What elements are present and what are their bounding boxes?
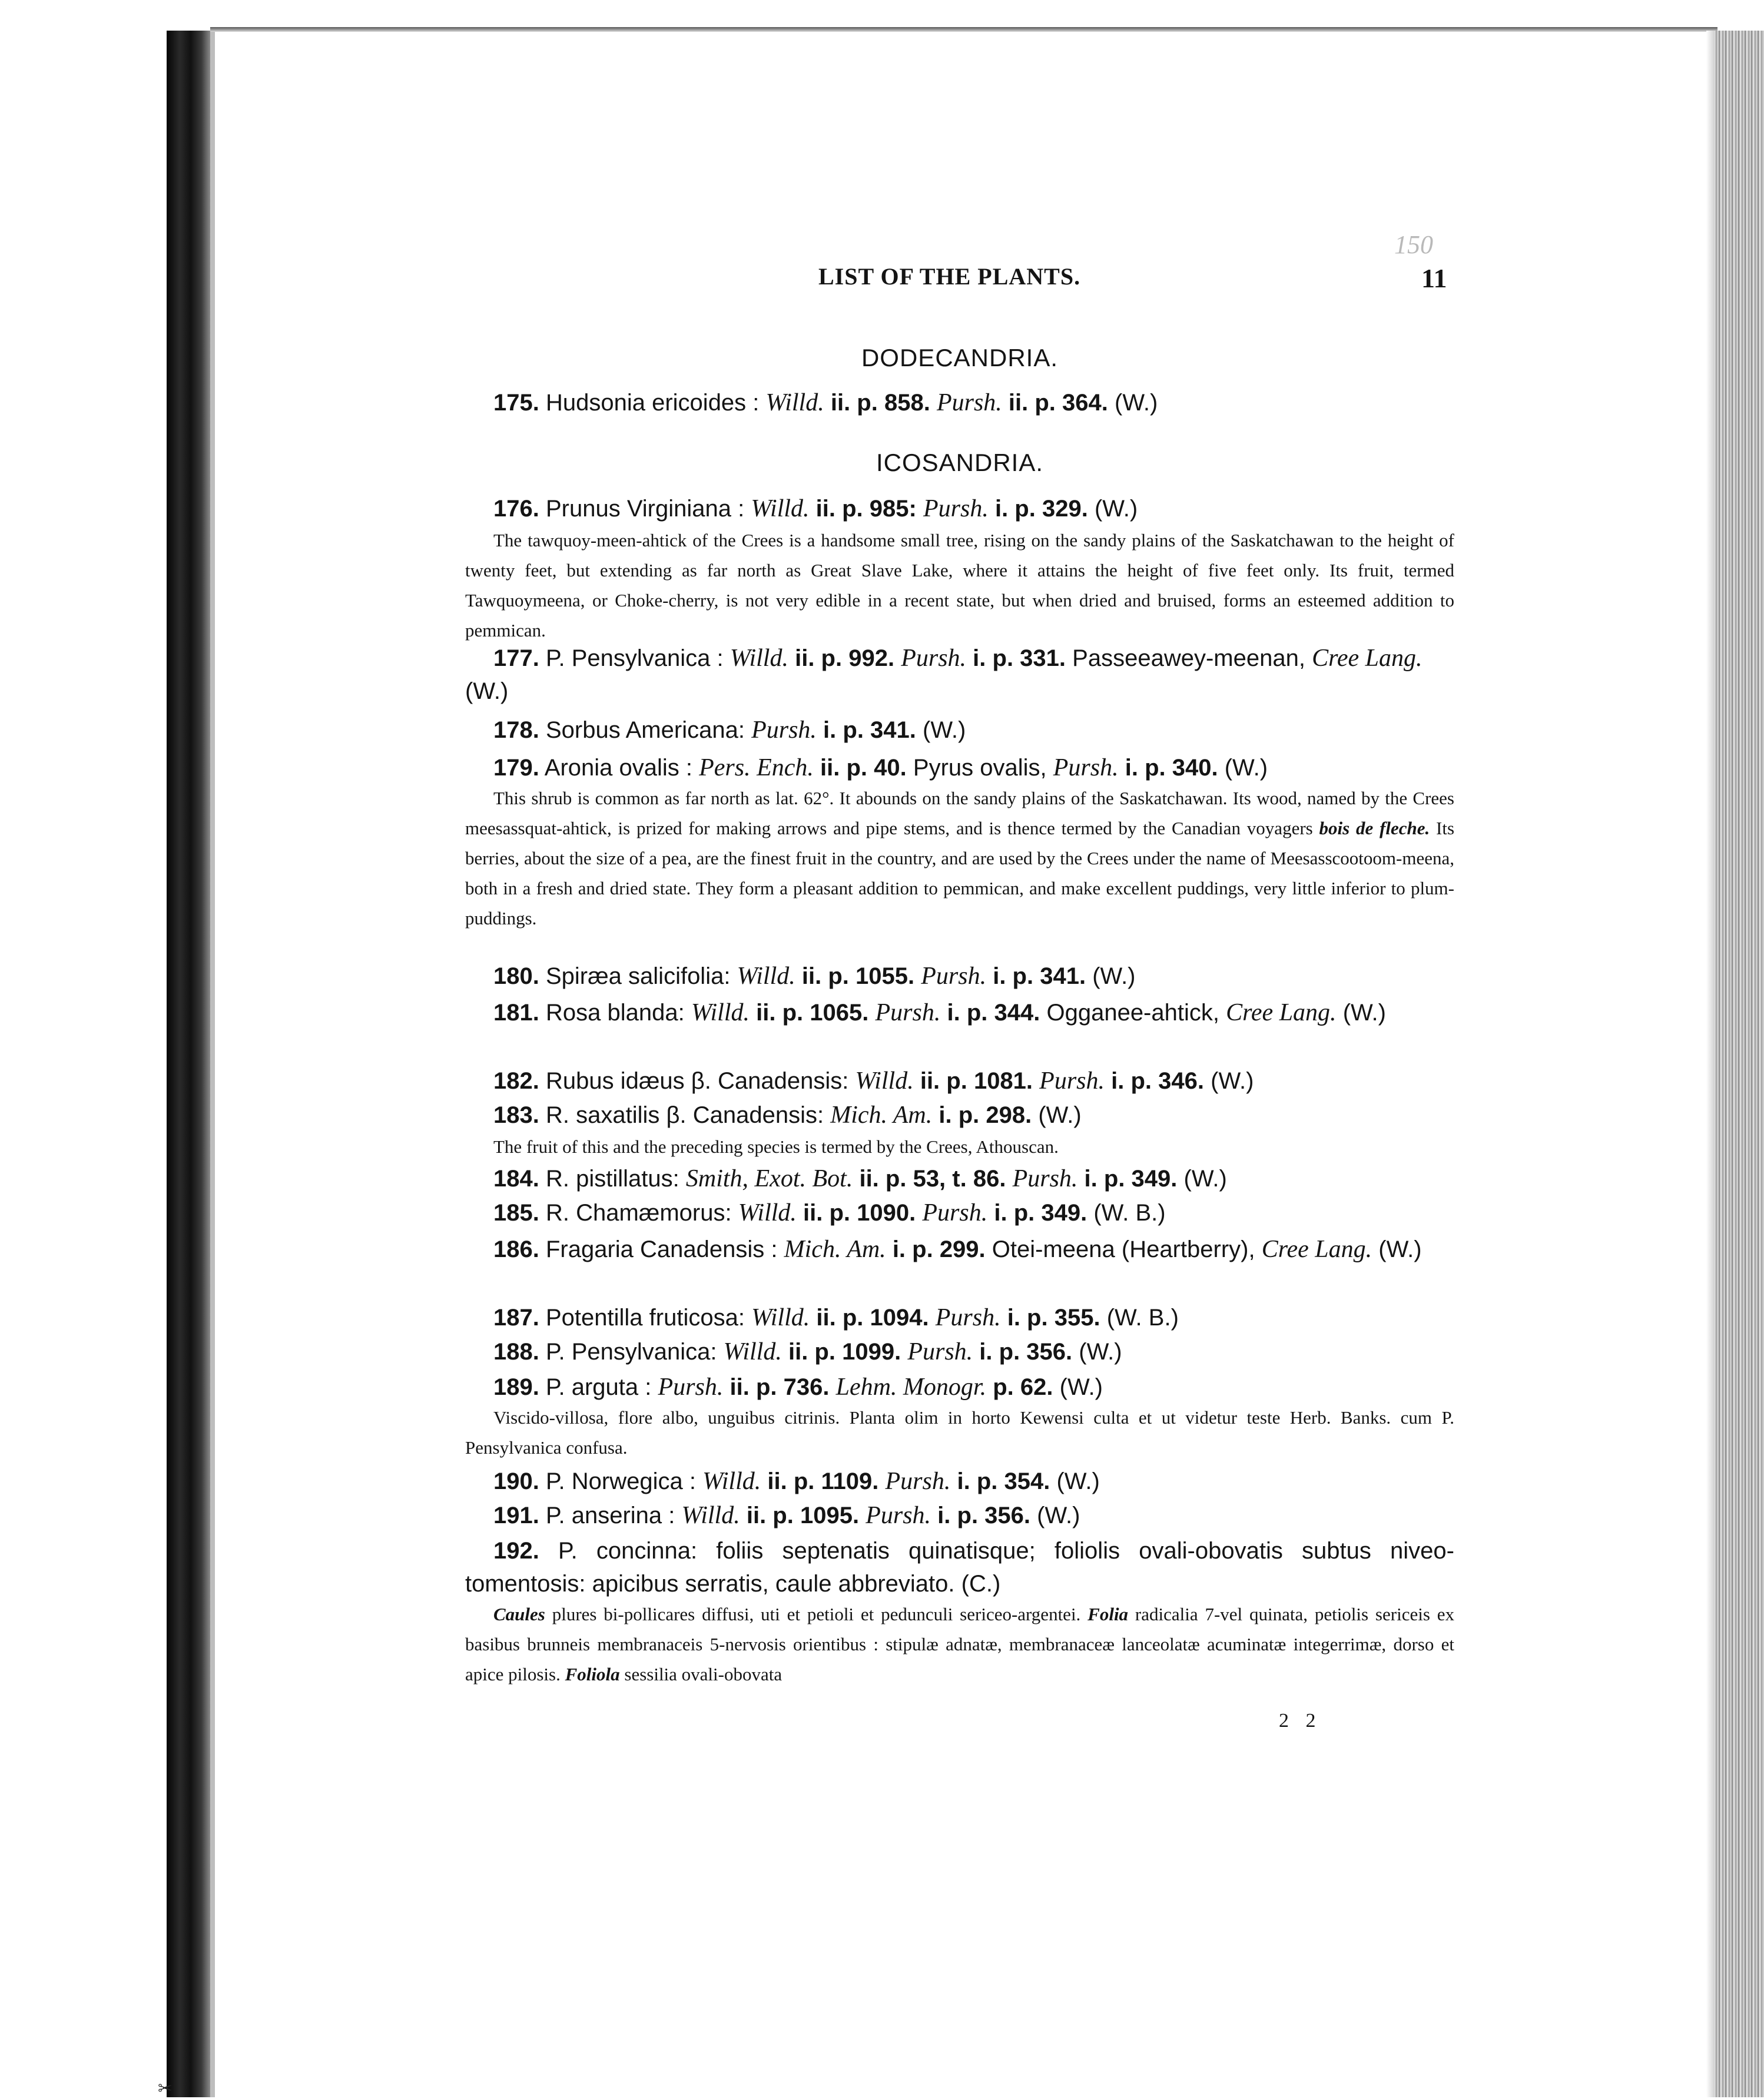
citation-page: i. p. 341. xyxy=(823,717,916,743)
collector: (W.) xyxy=(1037,1503,1080,1528)
citation-author: Willd. xyxy=(738,1199,797,1226)
citation-author: Willd. xyxy=(723,1338,782,1365)
citation-page: i. p. 344. xyxy=(947,1000,1040,1026)
species-name: Prunus Virginiana : xyxy=(545,496,745,522)
language-label: Cree Lang. xyxy=(1226,999,1337,1026)
species-name: Rosa blanda: xyxy=(545,1000,685,1026)
species-name: Aronia ovalis : xyxy=(544,755,692,781)
entry-189 xyxy=(465,1371,1454,1404)
entry-number: 183. xyxy=(493,1102,539,1128)
citation-author: Pursh. xyxy=(1039,1067,1105,1095)
collector: (W.) xyxy=(1115,390,1158,416)
entry-177 xyxy=(465,642,1454,708)
synonym: Pyrus ovalis, xyxy=(913,755,1047,781)
citation-author: Pursh. xyxy=(907,1338,973,1365)
citation-page: ii. p. 1094. xyxy=(816,1305,929,1331)
species-name: Hudsonia ericoides : xyxy=(545,390,760,416)
entry-183 xyxy=(465,1099,1454,1132)
collector: (W.) xyxy=(1059,1374,1103,1400)
citation-page: i. p. 329. xyxy=(994,496,1088,522)
citation-author: Willd. xyxy=(751,495,810,522)
species-name: P. arguta : xyxy=(545,1374,652,1400)
entry-185 xyxy=(465,1196,1454,1229)
collector: (W.) xyxy=(1094,496,1138,522)
citation-author: Willd. xyxy=(691,999,750,1026)
citation-author: Mich. Am. xyxy=(784,1236,886,1263)
page-edge-shade xyxy=(1706,31,1715,2097)
species-name: Potentilla fruticosa: xyxy=(545,1305,745,1331)
note-text: This shrub is common as far north as lat. 62°. It abounds on the sandy plains of the Saskatchawan. Its wood, named by the Crees meesassquat-ahtick, is prized for making arrows and pipe stems, and is thence termed by the Canadian voyagers xyxy=(465,788,1454,838)
entry-175 xyxy=(465,386,1454,419)
entry-number: 184. xyxy=(493,1166,539,1192)
species-name: P. Pensylvanica : xyxy=(545,645,724,671)
citation-page: i. p. 340. xyxy=(1125,755,1218,781)
entry-176 xyxy=(465,492,1454,525)
collector: (W.) xyxy=(1092,963,1136,989)
entry-number: 178. xyxy=(493,717,539,743)
note-term: Folia xyxy=(1087,1604,1129,1624)
collector: (W.) xyxy=(465,678,509,704)
citation-author: Smith, Exot. Bot. xyxy=(685,1165,853,1192)
citation-author: Willd. xyxy=(737,963,795,990)
collector: (W.) xyxy=(1038,1102,1082,1128)
citation-author: Willd. xyxy=(855,1067,914,1095)
entry-number: 179. xyxy=(493,755,539,781)
citation-page: i. p. 346. xyxy=(1111,1068,1205,1094)
citation-author: Willd. xyxy=(730,645,788,672)
entry-number: 191. xyxy=(493,1503,539,1528)
species-name: P. Norwegica : xyxy=(545,1468,696,1494)
note-term: bois de fleche. xyxy=(1319,818,1430,838)
citation-page: ii. p. 364. xyxy=(1008,390,1108,416)
citation-page: i. p. 356. xyxy=(937,1503,1031,1528)
citation-page: ii. p. 992. xyxy=(795,645,895,671)
collector: (W.) xyxy=(1378,1236,1422,1262)
entry-number: 188. xyxy=(493,1339,539,1365)
entry-number: 177. xyxy=(493,645,539,671)
citation-page: p. 62. xyxy=(993,1374,1053,1400)
entry-number: 192. xyxy=(493,1538,539,1564)
entry-number: 180. xyxy=(493,963,539,989)
entry-184 xyxy=(465,1162,1454,1195)
citation-page: i. p. 349. xyxy=(994,1200,1087,1226)
species-name: Sorbus Americana: xyxy=(545,717,745,743)
citation-author: Lehm. Monogr. xyxy=(835,1374,987,1401)
entry-191 xyxy=(465,1499,1454,1532)
species-name: Fragaria Canadensis : xyxy=(545,1236,778,1262)
note-179 xyxy=(465,783,1454,933)
citation-author: Pursh. xyxy=(901,645,967,672)
entry-number: 189. xyxy=(493,1374,539,1400)
entry-number: 181. xyxy=(493,1000,539,1026)
pencil-annotation: 150 xyxy=(1394,230,1433,259)
collector: (W.) xyxy=(923,717,966,743)
citation-page: i. p. 349. xyxy=(1084,1166,1178,1192)
page-top-edge xyxy=(210,27,1717,32)
citation-author: Pers. Ench. xyxy=(699,754,814,781)
citation-page: ii. p. 1081. xyxy=(920,1068,1033,1094)
citation-author: Pursh. xyxy=(885,1468,951,1495)
entry-180 xyxy=(465,960,1454,993)
citation-author: Willd. xyxy=(681,1502,740,1529)
collector: (W.) xyxy=(1079,1339,1122,1365)
citation-author: Pursh. xyxy=(866,1502,931,1529)
signature-mark: 2 2 xyxy=(1279,1710,1322,1732)
species-name: P. concinna: xyxy=(558,1538,698,1564)
gutter-edge xyxy=(210,31,215,2097)
page-number: 11 xyxy=(1421,263,1447,293)
citation-author: Willd. xyxy=(751,1304,810,1331)
species-name: Spiræa salicifolia: xyxy=(545,963,731,989)
entry-number: 190. xyxy=(493,1468,539,1494)
species-name: P. Pensylvanica: xyxy=(545,1339,717,1365)
collector: (W.) xyxy=(1342,1000,1386,1026)
entry-number: 185. xyxy=(493,1200,539,1226)
page-stack-edge xyxy=(1715,31,1764,2097)
entry-182 xyxy=(465,1065,1454,1097)
citation-page: ii. p. 858. xyxy=(830,390,930,416)
citation-page: i. p. 299. xyxy=(892,1236,986,1262)
note-176: The tawquoy-meen-ahtick of the Crees is a handsome small tree, rising on the sandy plains of the Saskatchawan to the height of twenty feet, but extending as far north as Great Slave Lake, where it attains the height of five feet only. Its fruit, termed Tawquoymeena, or Choke-cherry, is not very edible in a recent state, but when dried and bruised, forms an esteemed addition to pemmican. xyxy=(465,530,1454,641)
note-term: Foliola xyxy=(565,1664,620,1684)
entry-188 xyxy=(465,1335,1454,1368)
citation-page: ii. p. 736. xyxy=(730,1374,830,1400)
citation-author: Pursh. xyxy=(1012,1165,1078,1192)
citation-page: i. p. 341. xyxy=(993,963,1086,989)
note-192 xyxy=(465,1599,1454,1689)
note-text: sessilia ovali-obovata xyxy=(624,1664,782,1684)
citation-page: ii. p. 1109. xyxy=(767,1468,879,1494)
vernacular-name: Otei-meena (Heartberry), xyxy=(992,1236,1255,1262)
section-heading-dodecandria: DODECANDRIA. xyxy=(861,344,1059,372)
citation-page: ii. p. 1099. xyxy=(788,1339,901,1365)
collector: (W. B.) xyxy=(1106,1305,1179,1331)
entry-192 xyxy=(465,1534,1454,1600)
citation-author: Pursh. xyxy=(921,963,987,990)
entry-number: 187. xyxy=(493,1305,539,1331)
citation-page: ii. p. 1090. xyxy=(803,1200,916,1226)
citation-page: ii. p. 1095. xyxy=(746,1503,860,1528)
collector: (W.) xyxy=(1056,1468,1100,1494)
species-name: P. anserina : xyxy=(545,1503,675,1528)
citation-page: ii. p. 53, t. 86. xyxy=(859,1166,1006,1192)
citation-page: ii. p. 1065. xyxy=(756,1000,869,1026)
citation-page: i. p. 356. xyxy=(979,1339,1073,1365)
citation-page: ii. p. 1055. xyxy=(801,963,915,989)
diagnosis: foliis septenatis quinatisque; foliolis ovali-obovatis subtus niveo-tomentosis: apicibus serratis, caule abbreviato. xyxy=(465,1538,1454,1597)
language-label: Cree Lang. xyxy=(1261,1236,1372,1263)
entry-179 xyxy=(465,751,1454,784)
entry-178 xyxy=(465,714,1454,747)
section-heading-icosandria: ICOSANDRIA. xyxy=(876,449,1044,476)
collector: (W.) xyxy=(1183,1166,1227,1192)
vernacular-name: Ogganee-ahtick, xyxy=(1046,1000,1219,1026)
running-title: LIST OF THE PLANTS. xyxy=(818,263,1081,290)
citation-page: i. p. 355. xyxy=(1007,1305,1100,1331)
citation-page: ii. p. 40. xyxy=(820,755,907,781)
species-name: R. saxatilis β. Canadensis: xyxy=(545,1102,824,1128)
note-183: The fruit of this and the preceding species is termed by the Crees, Athouscan. xyxy=(493,1136,1059,1157)
collector: (W.) xyxy=(1224,755,1268,781)
species-name: Rubus idæus β. Canadensis: xyxy=(545,1068,849,1094)
note-term: Caules xyxy=(493,1604,545,1624)
vernacular-name: Passeeawey-meenan, xyxy=(1072,645,1305,671)
collector: (W. B.) xyxy=(1093,1200,1166,1226)
note-text: Its berries, about the size of a pea, are the finest fruit in the country, and are used by the Crees under the name of Meesasscootoom-meena, both in a fresh and dried state. They form a pleasant addition to pemmican, and make excellent puddings, very little inferior to plum-puddings. xyxy=(465,818,1455,929)
entry-181 xyxy=(465,996,1454,1029)
citation-author: Pursh. xyxy=(923,495,989,522)
entry-190 xyxy=(465,1465,1454,1498)
citation-author: Pursh. xyxy=(936,389,1002,416)
citation-author: Pursh. xyxy=(1053,754,1119,781)
species-name: R. Chamæmorus: xyxy=(545,1200,732,1226)
entry-number: 176. xyxy=(493,496,539,522)
citation-page: ii. p. 985: xyxy=(815,496,917,522)
language-label: Cree Lang. xyxy=(1312,645,1423,672)
citation-author: Pursh. xyxy=(658,1374,724,1401)
citation-page: i. p. 331. xyxy=(973,645,1066,671)
citation-page: i. p. 298. xyxy=(939,1102,1032,1128)
entry-186 xyxy=(465,1233,1454,1266)
citation-author: Pursh. xyxy=(935,1304,1001,1331)
citation-author: Willd. xyxy=(765,389,824,416)
entry-number: 186. xyxy=(493,1236,539,1262)
entry-187 xyxy=(465,1301,1454,1334)
citation-author: Mich. Am. xyxy=(830,1102,933,1129)
citation-author: Pursh. xyxy=(922,1199,988,1226)
entry-number: 175. xyxy=(493,390,539,416)
book-spine-shadow xyxy=(167,31,210,2097)
collector: (C.) xyxy=(961,1571,1001,1597)
species-name: R. pistillatus: xyxy=(545,1166,679,1192)
citation-author: Pursh. xyxy=(751,717,817,744)
note-text: plures bi-pollicares diffusi, uti et petioli et pedunculi sericeo-argentei. xyxy=(552,1604,1081,1624)
citation-page: i. p. 354. xyxy=(957,1468,1050,1494)
scan-marker-icon: ✂ xyxy=(158,2078,173,2099)
note-text: radicalia 7-vel quinata, petiolis sericeis ex basibus brunneis membranaceis 5-nervosis orientibus : stipulæ adnatæ, membranaceæ lanceolatæ acuminatæ integerrimæ, dorso et apice pilosis. xyxy=(465,1604,1454,1684)
citation-author: Pursh. xyxy=(875,999,941,1026)
citation-author: Willd. xyxy=(702,1468,761,1495)
collector: (W.) xyxy=(1211,1068,1254,1094)
entry-number: 182. xyxy=(493,1068,539,1094)
note-189: Viscido-villosa, flore albo, unguibus citrinis. Planta olim in horto Kewensi culta et ut videtur teste Herb. Banks. cum P. Pensylvanica confusa. xyxy=(465,1407,1454,1458)
